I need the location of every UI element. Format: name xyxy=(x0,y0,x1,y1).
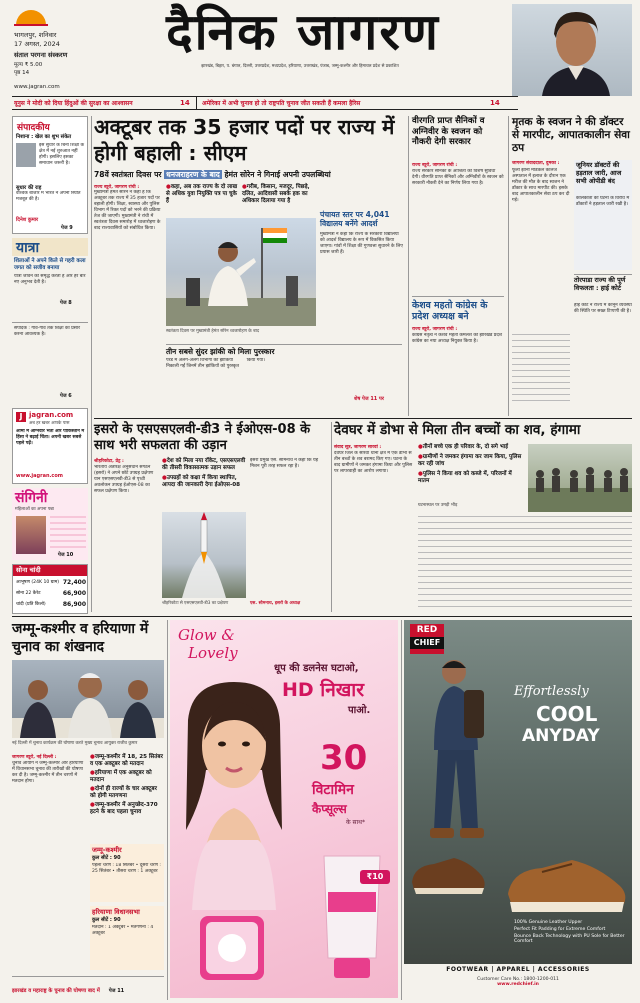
lead-side xyxy=(320,210,404,345)
market-row-label: चांदी (प्रति किलो) xyxy=(16,602,46,607)
edition-date: 17 अगस्त, 2024 xyxy=(14,40,60,48)
lead-sub-text: परेड में अलग-अलग विभागों की झांकियां निकाली गईं जिनमें तीन झांकियों को पुरस्कृत किया गया। xyxy=(166,358,265,369)
yatra-page-ref[interactable]: पेज 8 xyxy=(60,300,72,306)
sidebar-brief-text: संपादक : गांव-गांव तक शिक्षा का प्रसार करना आवश्यक है। xyxy=(14,326,80,337)
election-point: ● दोनों ही राज्यों के चार अक्टूबर को होगी मतगणना xyxy=(90,786,164,800)
ad-glow-line2: HD निखार xyxy=(282,679,364,701)
jagran-promo-website[interactable]: www.jagran.com xyxy=(16,473,64,479)
market-row-value: 66,900 xyxy=(62,590,86,597)
right-brief-2 xyxy=(574,274,632,404)
lead-strap-highlight: धनजराहरण के बाद xyxy=(166,170,220,179)
ad-red-chief-feature: Bounce Back Technology with PU Sole for Better Comfort xyxy=(514,934,625,944)
sangini-title: संगिनी xyxy=(15,490,48,506)
election-jk-box xyxy=(90,844,164,902)
jagran-promo-text: आर्मी में अग्निवीर भर्ती और पाकिस्तान में हिंसा ने बढ़ाई चिंता। अपनी खबर सबसे पहले पढ़ें। xyxy=(16,429,85,446)
left-sidebar xyxy=(12,116,88,616)
ad-red-chief-model xyxy=(404,650,524,850)
deoghar-headline[interactable]: देवघर में डोभा से मिला तीन बच्चों का शव, हंगामा xyxy=(334,422,581,438)
jagran-promo-tagline: अब हर खबर आपके पास xyxy=(29,421,70,426)
doctor-headline[interactable]: मृतक के स्वजन ने की डॉक्टर से मारपीट, आपातकालीन सेवा ठप xyxy=(512,116,630,154)
deoghar-point: ● ग्रामीणों ने जमकर हंगामा कर जाम किया, पुलिस कर रही जांच xyxy=(418,454,524,468)
teaser-right[interactable]: अमेरिका में अभी चुनाव हो तो राष्ट्रपति चुनाव जीत सकती हैं कमला हैरिस xyxy=(202,100,361,107)
lead-body: मुख्यमंत्री हेमंत सोरेन ने कहा है कि अक्टूबर तक राज्य में 35 हजार पदों पर बहाली होगी। शिक्षा, स्वास्थ्य और पुलिस विभाग में रिक्त पदों को भरने की प्रक्रिया तेज की जाएगी। मुख्यमंत्री ने रांची में स्वतंत्रता दिवस समारोह में ध्वजारोहण के बाद राज्यवासियों को संबोधित किया। xyxy=(94,190,161,231)
lead-sub-headline[interactable]: तीन सबसे सुंदर झांकी को मिला पुरस्कार xyxy=(166,344,402,357)
isro-dateline: श्रीहरिकोटा, प्रेट्र : xyxy=(94,459,124,464)
right-brief-1-headline[interactable]: जूनियर डॉक्टरों की हड़ताल जारी, आज सभी ओपीडी बंद xyxy=(576,161,622,185)
election-point: ● जम्मू-कश्मीर में 18, 25 सितंबर व एक अक्टूबर को मतदान xyxy=(90,754,164,768)
ad-red-chief-customer-care: Customer Care No.: 1800-1200-011 xyxy=(477,977,559,982)
sangini-items xyxy=(50,516,86,550)
teaser-left[interactable]: यूनुस ने मोदी को दिया हिंदुओं की सुरक्षा का आश्वासन xyxy=(14,100,133,107)
deoghar-body-cont xyxy=(418,516,632,608)
deoghar-point: ● तीनों बच्चे एक ही परिवार के, दो सगे भाई xyxy=(418,444,524,451)
isro-photo-caption: श्रीहरिकोटा से एसएसएलवी-डी3 का प्रक्षेपण xyxy=(162,600,229,605)
senior-headline[interactable]: वीरगति प्राप्त सैनिकों व अग्निवीर के स्वजन को नौकरी देगी सरकार xyxy=(412,116,485,147)
yatra-text: यात्रा जीवन को समृद्ध करती है और हर बार नए अनुभव देती है। xyxy=(14,274,86,285)
election-footer xyxy=(12,976,164,996)
lead-side-text: मुख्यमंत्री ने कहा कि राज्य के सरकारी विद्यालयों को आदर्श विद्यालय के रूप में विकसित किया जाएगा। गांवों में शिक्षा की गुणवत्ता सुधारने के लिए प्रयास जारी हैं। xyxy=(320,232,403,255)
election-points xyxy=(90,754,164,844)
doctor-story xyxy=(512,116,632,416)
ad-red-chief-footer xyxy=(404,964,632,998)
edition-place: भागलपुर, शनिवार xyxy=(14,31,57,39)
ad-red-chief-brand-top: RED xyxy=(416,625,438,635)
editorial-item2-text: वैश्विक बाजार में भारत ने अपनी स्थिति मजबूत की है। xyxy=(16,191,81,202)
ad-red-chief-tagline3: ANYDAY xyxy=(522,726,600,746)
ad-glow-vitamin-line2: कैप्सूल्स xyxy=(312,802,347,816)
edition-price: मूल्य ₹ 5.00 xyxy=(14,62,43,68)
ad-red-chief-feature: 100% Genuine Leather Upper xyxy=(514,920,583,925)
right-brief-1-text: कोलकाता की घटना के विरोध में डॉक्टरों ने हड़ताल जारी रखी है। xyxy=(576,196,630,207)
ad-red-chief[interactable] xyxy=(404,620,632,998)
isro-headline[interactable]: इसरो के एसएसएलवी-डी3 ने ईओएस-08 के साथ भरी सफलता की उड़ान xyxy=(94,422,311,453)
masthead xyxy=(0,0,640,96)
lead-side-headline[interactable]: पंचायत स्तर पर 4,041 विद्यालय बनेंगे आदर्श xyxy=(320,210,390,228)
ad-red-chief-shoe-main xyxy=(502,850,630,920)
election-hr-box xyxy=(90,906,164,970)
lead-points xyxy=(166,184,316,218)
ad-glow-model xyxy=(170,680,298,910)
right-brief-1 xyxy=(574,160,632,270)
editorial-item1-text: इस सुधार के बिना शिक्षा के क्षेत्र में नई शुरुआत नहीं होगी। इसलिए इसका समाधान जरूरी है। xyxy=(39,143,85,166)
ad-glow-lovely[interactable] xyxy=(170,620,398,998)
market-row xyxy=(16,601,86,607)
right-brief-2-headline[interactable]: तोरपाडा राज्य की पूर्ण विफलता : हाई कोर्ट xyxy=(574,276,626,292)
isro-body: भारतीय अंतरिक्ष अनुसंधान संगठन (इसरो) ने अपने छोटे उपग्रह प्रक्षेपण यान एसएसएलवी-डी3 से पृथ्वी अवलोकन उपग्रह ईओएस-08 का सफल प्रक्षेपण किया। xyxy=(94,465,154,494)
lead-headline[interactable]: अक्टूबर तक 35 हजार पदों पर राज्य में होगी बहाली : सीएम xyxy=(94,115,395,165)
editorial-page-ref[interactable]: पेज 9 xyxy=(61,225,73,231)
ad-red-chief-tagline2: COOL xyxy=(536,702,598,726)
lead-point: ● गरीब, किसान, मजदूर, पिछड़े, दलित, आदिवासी सबके हक का अधिकार दिलाया गया है xyxy=(242,184,316,205)
ad-red-chief-feature: Perfect Fit Padding for Extreme Comfort xyxy=(514,927,606,932)
deoghar-photo xyxy=(528,444,632,512)
isro-point: ● उपग्रहों को कक्षा में किया स्थापित, आपदा की जानकारी देगा ईओएस-08 xyxy=(162,475,246,489)
isro-story xyxy=(94,422,328,612)
jagran-promo-brand: jagran.com xyxy=(29,411,74,419)
election-footer-page[interactable]: पेज 11 xyxy=(108,988,125,994)
election-hr-seats: कुल सीटें : 90 xyxy=(92,917,121,923)
sangini-subtitle: महिलाओं का अपना पन्ना xyxy=(15,507,54,512)
editorial-author: दिनेश कुमार xyxy=(16,217,39,223)
election-body: चुनाव आयोग ने जम्मू-कश्मीर और हरियाणा में विधानसभा चुनाव की तारीखों की घोषणा कर दी है। जम्मू-कश्मीर में तीन चरणों में मतदान होगा। xyxy=(12,761,84,784)
sidebar-brief xyxy=(12,322,88,402)
senior-sub-dateline: राज्य ब्यूरो, जागरण रांची : xyxy=(412,327,458,332)
senior-body: राज्य सरकार सैनिकों के आश्रितों को विशेष सुविधा देगी। वीरगति प्राप्त सैनिकों और अग्निवीरों के स्वजन को सरकारी नौकरी देने का निर्णय लिया गया है। xyxy=(412,169,504,186)
isro-col3-text: इसरो प्रमुख एस. सोमनाथ ने कहा कि यह मिशन पूरी तरह सफल रहा है। xyxy=(250,458,319,469)
yatra-subtitle[interactable]: शिलाओं ने अपने किले से गहरी कला जगत को सजीव बनाया xyxy=(14,258,86,271)
ad-red-chief-features xyxy=(514,920,628,944)
ad-red-chief-website[interactable]: www.redchief.in xyxy=(497,982,539,987)
senior-sub-body: कांग्रेस नेतृत्व ने केशव महतो कमलेश को झारखंड प्रदेश कांग्रेस का नया अध्यक्ष नियुक्त किया है। xyxy=(412,333,502,344)
market-row-value: 86,900 xyxy=(62,601,86,608)
election-headline[interactable]: जम्मू-कश्मीर व हरियाणा में चुनाव का शंखनाद xyxy=(12,621,149,655)
market-row-label: आभूषण (24K 10 ग्राम) xyxy=(16,580,60,585)
deoghar-story xyxy=(334,422,632,612)
lead-story xyxy=(94,114,404,414)
edition-name: संताल परगना संस्करण xyxy=(14,51,68,59)
masthead-states: झारखंड, बिहार, प. बंगाल, दिल्ली, उत्तरप्रदेश, मध्यप्रदेश, हरियाणा, उत्तराखंड, पंजाब, जम्मू-कश्मीर और हिमाचल प्रदेश से प्रकाशित xyxy=(201,63,399,68)
election-point: ● हरियाणा में एक अक्टूबर को मतदान xyxy=(90,770,164,784)
election-jk-seats: कुल सीटें : 90 xyxy=(92,855,121,861)
teaser-strip xyxy=(12,96,518,110)
market-row xyxy=(16,590,86,596)
lead-strap-pre: 78वें स्वतंत्रता दिवस पर xyxy=(94,170,162,179)
market-title: सोना चांदी xyxy=(13,565,87,576)
yatra-title: यात्रा xyxy=(16,240,40,256)
doctor-body-cont xyxy=(512,334,570,404)
deoghar-photo-caption: घटनास्थल पर उमड़ी भीड़ xyxy=(418,503,458,508)
isro-point: ● देश को मिला नया रॉकेट, एसएसएलवी की तीसरी विकासात्मक उड़ान सफल xyxy=(162,458,246,472)
jagran-promo[interactable] xyxy=(12,408,88,484)
ad-glow-vitamin-line3: के साथ* xyxy=(346,819,365,826)
lead-strap-post: हेमंत सोरेन ने गिनाई अपनी उपलब्धियां xyxy=(224,170,331,179)
right-brief-2-text: हाई कोर्ट ने राज्य में कानून व्यवस्था की स्थिति पर सख्त टिप्पणी की है। xyxy=(574,303,632,314)
ad-glow-vitamin-line1: विटामिन xyxy=(312,782,354,798)
yatra-box xyxy=(12,238,88,320)
isro-points xyxy=(162,458,246,508)
lead-photo-caption: स्वतंत्रता दिवस पर मुख्यमंत्री हेमंत सोरेन ध्वजारोहण के बाद xyxy=(166,329,260,334)
editorial-heading: संपादकीय xyxy=(17,123,50,133)
editorial-item2-title[interactable]: सुधार की राह xyxy=(16,185,42,191)
editorial-author-photo xyxy=(16,143,36,167)
market-row-label: सोना 22 कैरेट xyxy=(16,591,41,596)
election-footer-note[interactable]: झारखंड व महाराष्ट्र के चुनाव की घोषणा बाद में xyxy=(12,988,100,994)
doctor-body: फूलो झानो मेडिकल कॉलेज अस्पताल में इलाज के दौरान एक मरीज की मौत के बाद स्वजन ने डॉक्टर के साथ मारपीट की। इसके बाद आपातकालीन सेवा ठप कर दी गई। xyxy=(512,168,570,203)
jagran-logo-icon xyxy=(14,8,48,26)
sidebar-brief-page-ref[interactable]: पेज 6 xyxy=(60,393,72,399)
ad-red-chief-brand-bottom: CHIEF xyxy=(410,637,444,649)
ad-glow-brand-bottom: Lovely xyxy=(188,644,238,662)
masthead-title: दैनिक जागरण xyxy=(166,3,440,61)
election-point: ● जम्मू-कश्मीर में अनुच्छेद-370 हटने के बाद पहला चुनाव xyxy=(90,802,164,816)
doctor-dateline: जागरण संवाददाता, दुमका : xyxy=(512,161,560,166)
election-photo-caption: नई दिल्ली में चुनाव कार्यक्रम की घोषणा करते मुख्य चुनाव आयुक्त राजीव कुमार xyxy=(12,741,138,746)
senior-story xyxy=(412,116,504,416)
senior-sub-headline[interactable]: केशव महतो कांग्रेस के प्रदेश अध्यक्ष बने xyxy=(412,296,504,322)
election-jk-detail: पहला चरण : 18 सितंबर • दूसरा चरण : 25 सितंबर • तीसरा चरण : 1 अक्टूबर xyxy=(92,863,161,874)
ad-glow-line1: धूप की डलनेस घटाओ, xyxy=(274,663,359,674)
sangini-photo xyxy=(16,516,46,554)
ad-glow-price: ₹10 xyxy=(360,870,390,884)
ad-glow-product xyxy=(190,912,274,984)
lead-photo xyxy=(166,218,316,326)
isro-credit: एस. सोमनाथ, इसरो के अध्यक्ष xyxy=(250,601,301,606)
lead-point: ● कहा, अब तक राज्य के दो लाख से अधिक युवा नियुक्ति पत्र पा चुके हैं xyxy=(166,184,238,205)
lead-strap xyxy=(94,170,404,180)
market-row xyxy=(16,579,86,585)
election-hr-detail: मतदान : 1 अक्टूबर • मतगणना : 4 अक्टूबर xyxy=(92,925,154,936)
senior-dateline: राज्य ब्यूरो, जागरण रांची : xyxy=(412,163,458,168)
masthead-website[interactable]: www.jagran.com xyxy=(14,84,60,90)
election-photo xyxy=(12,660,164,738)
election-story xyxy=(12,620,164,1000)
teaser-right-page: 14 xyxy=(490,99,500,107)
isro-photo xyxy=(162,512,246,598)
lead-continued[interactable]: शेष पेज 11 पर xyxy=(354,396,384,402)
election-jk-title: जम्मू-कश्मीर xyxy=(92,846,122,854)
editorial-box xyxy=(12,116,88,234)
election-dateline: जागरण ब्यूरो, नई दिल्ली : xyxy=(12,755,57,760)
ad-red-chief-tagline1: Effortlessly xyxy=(514,684,589,699)
yatra-title-bar xyxy=(12,238,88,256)
jagran-promo-icon: J xyxy=(16,412,26,422)
ad-glow-line3: पाओ. xyxy=(348,705,371,716)
election-hr-title: हरियाणा विधानसभा xyxy=(92,908,140,916)
deoghar-point: ● पुलिस ने किया शव को कब्जे में, परिजनों में मातम xyxy=(418,471,524,485)
ad-red-chief-categories: FOOTWEAR | APPAREL | ACCESSORIES xyxy=(446,966,590,973)
sangini-box xyxy=(12,488,88,560)
ad-glow-vitamin-number: 30 xyxy=(320,738,368,778)
ad-glow-brand-top: Glow & xyxy=(178,626,235,644)
deoghar-body: देवघर जिले के सारवां थाना क्षेत्र में एक डोभा से तीन बच्चों के शव बरामद किए गए। घटना के बाद ग्रामीणों ने जमकर हंगामा किया और पुलिस पर लापरवाही का आरोप लगाया। xyxy=(334,451,413,474)
ad-red-chief-shoe-small xyxy=(408,852,488,898)
deoghar-dateline: संवाद सूत्र, जागरण सारवां : xyxy=(334,445,382,450)
person-photo xyxy=(512,4,632,96)
market-box xyxy=(12,564,88,614)
market-row-value: 72,400 xyxy=(62,579,86,586)
edition-pages: पृष्ठ 14 xyxy=(14,70,30,76)
lead-dateline: राज्य ब्यूरो, जागरण रांची : xyxy=(94,185,140,190)
teaser-left-page: 14 xyxy=(180,99,190,107)
sangini-page-ref[interactable]: पेज 10 xyxy=(58,552,74,558)
editorial-item1-title[interactable]: निशाना : खेल का शुभ संकेत xyxy=(16,134,72,140)
